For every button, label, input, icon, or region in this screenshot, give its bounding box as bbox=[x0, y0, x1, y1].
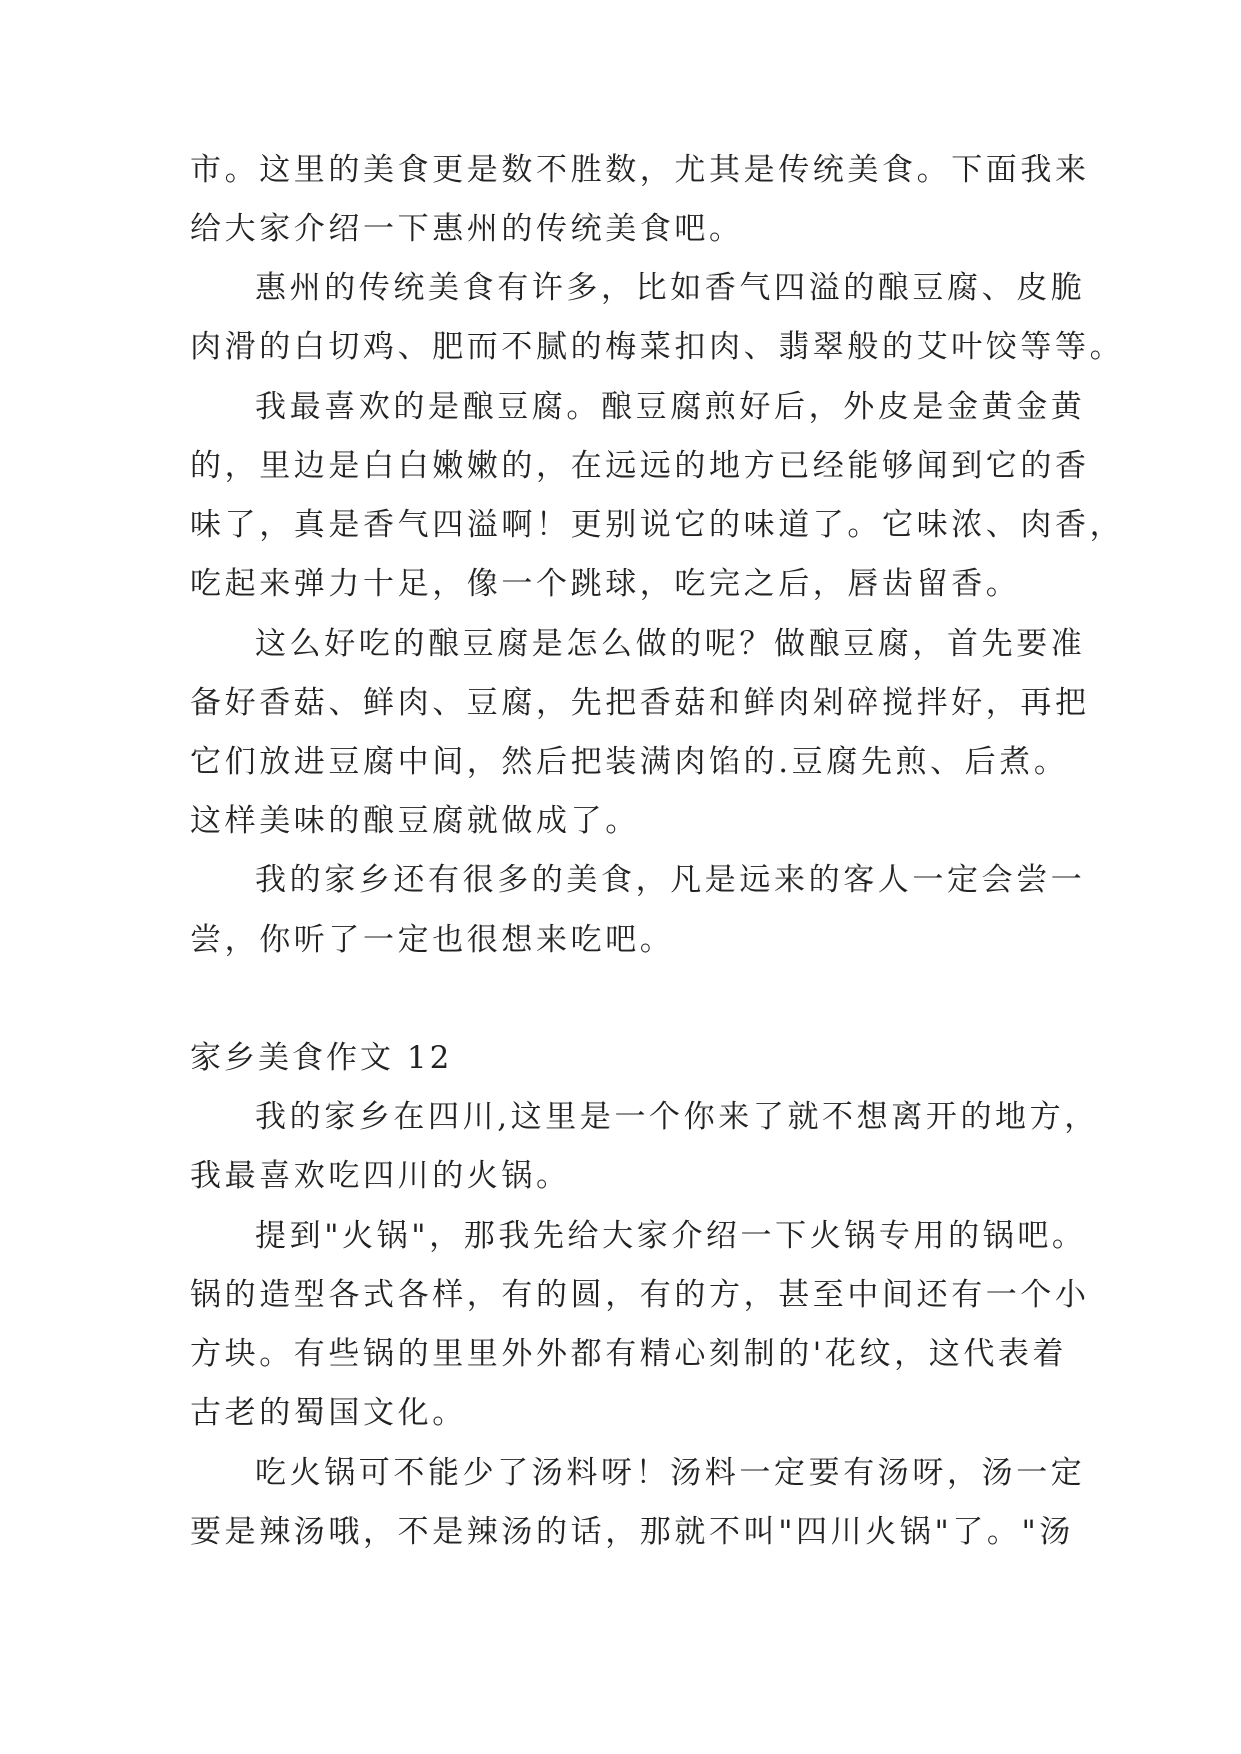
paragraph-line: 我的家乡还有很多的美食，凡是远来的客人一定会尝一 bbox=[255, 862, 1086, 898]
paragraph-line: 我最喜欢吃四川的火锅。 bbox=[190, 1158, 571, 1194]
paragraph-line: 这样美味的酿豆腐就做成了。 bbox=[190, 803, 640, 839]
paragraph-line: 肉滑的白切鸡、肥而不腻的梅菜扣肉、翡翠般的艾叶饺等等。 bbox=[190, 329, 1125, 365]
paragraph-line: 这么好吃的酿豆腐是怎么做的呢？做酿豆腐，首先要准 bbox=[255, 626, 1086, 662]
paragraph-line: 锅的造型各式各样，有的圆，有的方，甚至中间还有一个小 bbox=[190, 1277, 1090, 1313]
paragraph-line: 我的家乡在四川,这里是一个你来了就不想离开的地方， bbox=[255, 1099, 1099, 1135]
paragraph-line: 古老的蜀国文化。 bbox=[190, 1395, 467, 1431]
paragraph-line: 要是辣汤哦，不是辣汤的话，那就不叫"四川火锅"了。"汤 bbox=[190, 1514, 1074, 1550]
paragraph-line: 的，里边是白白嫩嫩的，在远远的地方已经能够闻到它的香 bbox=[190, 448, 1090, 484]
paragraph-line: 备好香菇、鲜肉、豆腐，先把香菇和鲜肉剁碎搅拌好，再把 bbox=[190, 685, 1090, 721]
section-title: 家乡美食作文 12 bbox=[190, 1040, 453, 1076]
paragraph-line: 给大家介绍一下惠州的传统美食吧。 bbox=[190, 211, 744, 247]
paragraph-line: 味了，真是香气四溢啊！更别说它的味道了。它味浓、肉香， bbox=[190, 507, 1125, 543]
paragraph-line: 吃火锅可不能少了汤料呀！汤料一定要有汤呀，汤一定 bbox=[255, 1455, 1086, 1491]
paragraph-line: 惠州的传统美食有许多，比如香气四溢的酿豆腐、皮脆 bbox=[255, 270, 1086, 306]
paragraph-line: 方块。有些锅的里里外外都有精心刻制的'花纹，这代表着 bbox=[190, 1336, 1068, 1372]
paragraph-line: 它们放进豆腐中间，然后把装满肉馅的.豆腐先煎、后煮。 bbox=[190, 744, 1069, 780]
paragraph-line: 吃起来弹力十足，像一个跳球，吃完之后，唇齿留香。 bbox=[190, 566, 1021, 602]
paragraph-line: 我最喜欢的是酿豆腐。酿豆腐煎好后，外皮是金黄金黄 bbox=[255, 389, 1086, 425]
paragraph-line: 市。这里的美食更是数不胜数，尤其是传统美食。下面我来 bbox=[190, 152, 1090, 188]
paragraph-line: 尝，你听了一定也很想来吃吧。 bbox=[190, 922, 675, 958]
paragraph-line: 提到"火锅"，那我先给大家介绍一下火锅专用的锅吧。 bbox=[255, 1218, 1087, 1254]
